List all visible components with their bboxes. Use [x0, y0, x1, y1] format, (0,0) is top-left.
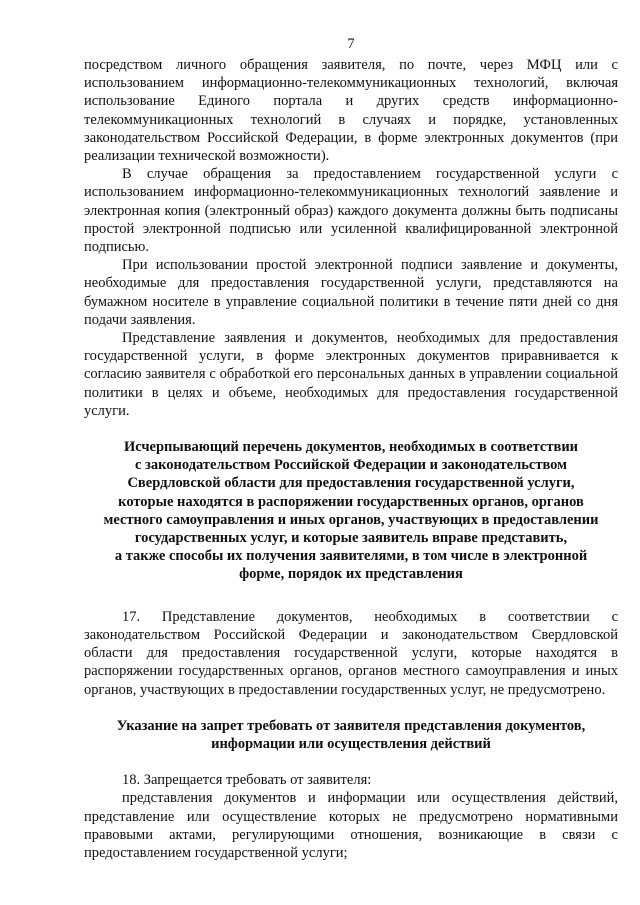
paragraph-17: 17. Представление документов, необходимых в соответствии с законодательством Российской Федерации и законодательством Свердловской области для предоставления государственной услуги, которые находятся в распоряжении государственных органов, органов местного самоуправления и иных органов, участвующих в предоставлении государственных услуг, не предусмотрено.: [84, 608, 618, 698]
heading-line: Исчерпывающий перечень документов, необходимых в соответствии: [123, 439, 579, 456]
paragraph-submission-methods: посредством личного обращения заявителя, по почте, через МФЦ или с использованием информационно-телекоммуникационных технологий, включая использование Единого портала и других средств информационно-телекоммуникационных технологий в случаях и порядке, установленных законодательством Российской Федерации, в форме электронных документов (при реализации технической возможности).: [84, 57, 618, 165]
heading-line: а также способы их получения заявителями, в том числе в электронной: [114, 548, 588, 565]
paragraph-18: 18. Запрещается требовать от заявителя:: [122, 772, 372, 789]
section-heading-documents-list: [84, 438, 618, 584]
heading-line: государственных услуг, и которые заявитель вправе представить,: [134, 530, 568, 547]
heading-line: которые находятся в распоряжении государственных органов, органов: [118, 493, 584, 510]
paragraph-18-item-1: представления документов и информации или осуществления действий, представление или осуществление которых не предусмотрено нормативными правовыми актами, регулирующими отношения, возникающие в связи с предоставлением государственной услуги;: [84, 790, 618, 861]
page-number: 7: [347, 36, 355, 52]
heading-line: Указание на запрет требовать от заявителя представления документов,: [116, 717, 586, 734]
heading-line: с законодательством Российской Федерации и законодательством: [134, 457, 568, 474]
paragraph-simple-signature: При использовании простой электронной подписи заявление и документы, необходимые для предоставления государственной услуги, представляются на бумажном носителе в управление социальной политики в течение пяти дней со дня подачи заявления.: [84, 257, 618, 328]
section-heading-prohibition: [84, 717, 618, 753]
document-page: [84, 34, 618, 862]
paragraph-consent: Представление заявления и документов, необходимых для предоставления государственной услуги, в форме электронных документов приравнивается к согласию заявителя с обработкой его персональных данных в управлении социальной политики в целях и объеме, необходимых для предоставления государственной услуги.: [84, 330, 618, 419]
paragraph-electronic-signature: В случае обращения за предоставлением государственной услуги с использованием информационно-телекоммуникационных технологий заявление и электронная копия (электронный образ) каждого документа должны быть подписаны простой электронной подписью или усиленной квалифицированной электронной подписью.: [84, 166, 618, 256]
heading-line: форме, порядок их представления: [239, 566, 463, 583]
heading-line: Свердловской области для предоставления государственной услуги,: [127, 475, 575, 492]
heading-line: местного самоуправления и иных органов, участвующих в предоставлении: [103, 511, 599, 528]
heading-line: информации или осуществления действий: [211, 735, 491, 752]
